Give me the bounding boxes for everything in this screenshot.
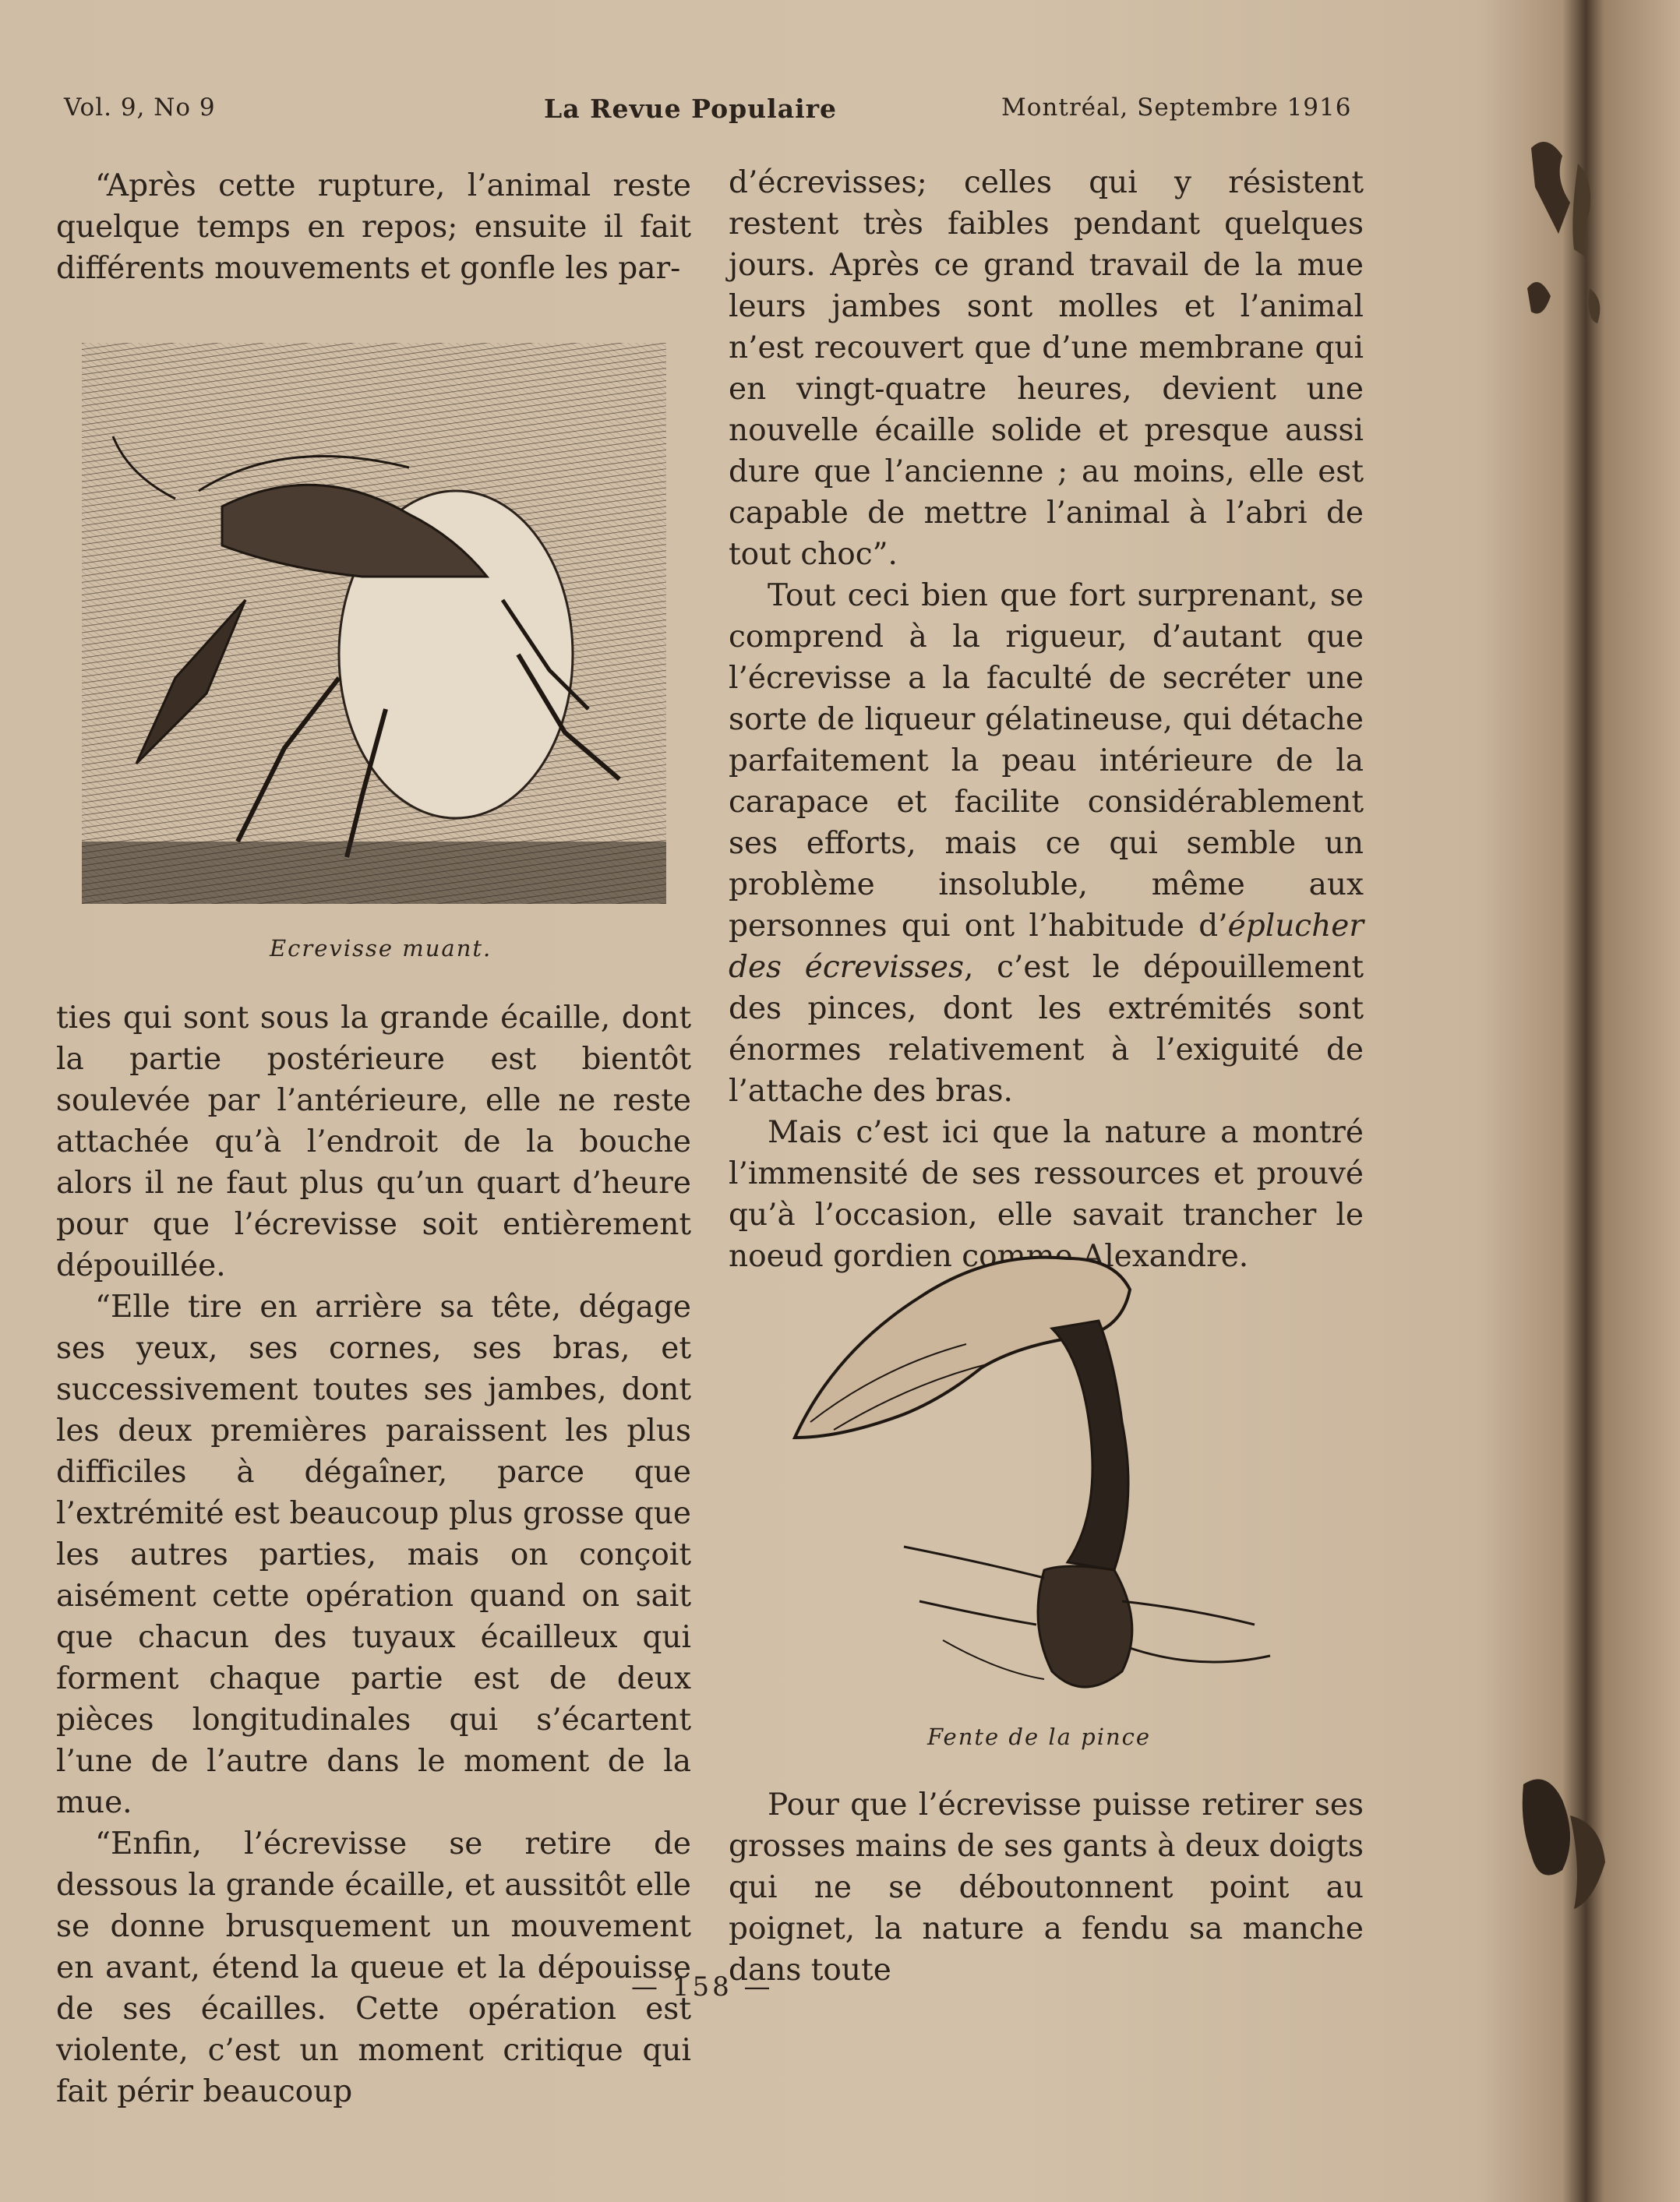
- molting-crayfish-illustration: [82, 343, 666, 904]
- italic-phrase: éplucher des écrevisses: [729, 909, 1364, 985]
- split-claw-illustration: [787, 1235, 1301, 1722]
- paragraph: “Enfin, l’écrevisse se retire de dessous la grande écaille, et aussitôt elle se donne brusquement un mouvement en avant, étend la queue et la dépouisse de ses écailles. Cette opération est violente, c’est un moment critique qui fait périr beaucoup: [56, 1826, 691, 2109]
- paragraph: d’écrevisses; celles qui y résistent restent très faibles pendant quelques jours. Après ce grand travail de la mue leurs jambes sont molles et l’animal n’est recouvert que d’une membrane qui en vingt-quatre heures, devient une nouvelle écaille solide et presque aussi dure que l’ancienne ; au moins, elle est capable de mettre l’animal à l’abri de tout choc”.: [729, 165, 1364, 572]
- paragraph: “Elle tire en arrière sa tête, dégage ses yeux, ses cornes, ses bras, et successivement toutes ses jambes, dont les deux premières paraissent les plus difficiles à dégaîner, parce que l’extrémité est beaucoup plus grosse que les autres parties, mais on conçoit aisément cette opération quand on sait que chacun des tuyaux écailleux qui forment chaque partie est de deux pièces longitudinales qui s’écartent l’une de l’autre dans le moment de la mue.: [56, 1290, 691, 1820]
- text-run: , c’est le dépouillement des pinces, dont les extrémités sont énormes relativement à l’exiguité de l’attache des bras.: [729, 950, 1364, 1109]
- journal-title: La Revue Populaire: [544, 94, 837, 124]
- page-number: — 158 —: [631, 1971, 774, 2003]
- page-tear-bottom: [1508, 1769, 1632, 1925]
- figure-1-caption: Ecrevisse muant.: [270, 935, 492, 962]
- page-tear-top: [1516, 132, 1625, 335]
- paragraph: “Après cette rupture, l’animal reste quelque temps en repos; ensuite il fait différents mouvements et gonfle les par-: [56, 168, 691, 286]
- paragraph: ties qui sont sous la grande écaille, dont la partie postérieure est bientôt soulevée par l’antérieure, elle ne reste attachée qu’à l’endroit de la bouche alors il ne faut plus qu’un quart d’heure pour que l’écrevisse soit entièrement dépouillée.: [56, 1000, 691, 1283]
- column-1-top: [56, 165, 691, 289]
- volume-number: Vol. 9, No 9: [64, 94, 216, 122]
- paragraph: [729, 575, 1364, 1112]
- column-2-top: [729, 162, 1364, 1277]
- column-1-bottom: [56, 997, 691, 2112]
- paragraph: Pour que l’écrevisse puisse retirer ses grosses mains de ses gants à deux doigts qui ne se déboutonnent point au poignet, la nature a fendu sa manche dans toute: [729, 1787, 1364, 1988]
- figure-2-caption: Fente de la pince: [927, 1724, 1152, 1750]
- column-2-bottom: [729, 1784, 1364, 1991]
- issue-date: Montréal, Septembre 1916: [1001, 94, 1352, 122]
- paragraph: Mais c’est ici que la nature a montré l’immensité de ses ressources et prouvé qu’à l’occasion, elle savait trancher le noeud gordien comme Alexandre.: [729, 1115, 1364, 1274]
- text-run: Tout ceci bien que fort surprenant, se comprend à la rigueur, d’autant que l’écrevisse a la faculté de secréter une sorte de liqueur gélatineuse, qui détache parfaitement la peau intérieure de la carapace et facilite considérablement ses efforts, mais ce qui semble un problème insoluble, même aux personnes qui ont l’habitude d’: [729, 578, 1364, 944]
